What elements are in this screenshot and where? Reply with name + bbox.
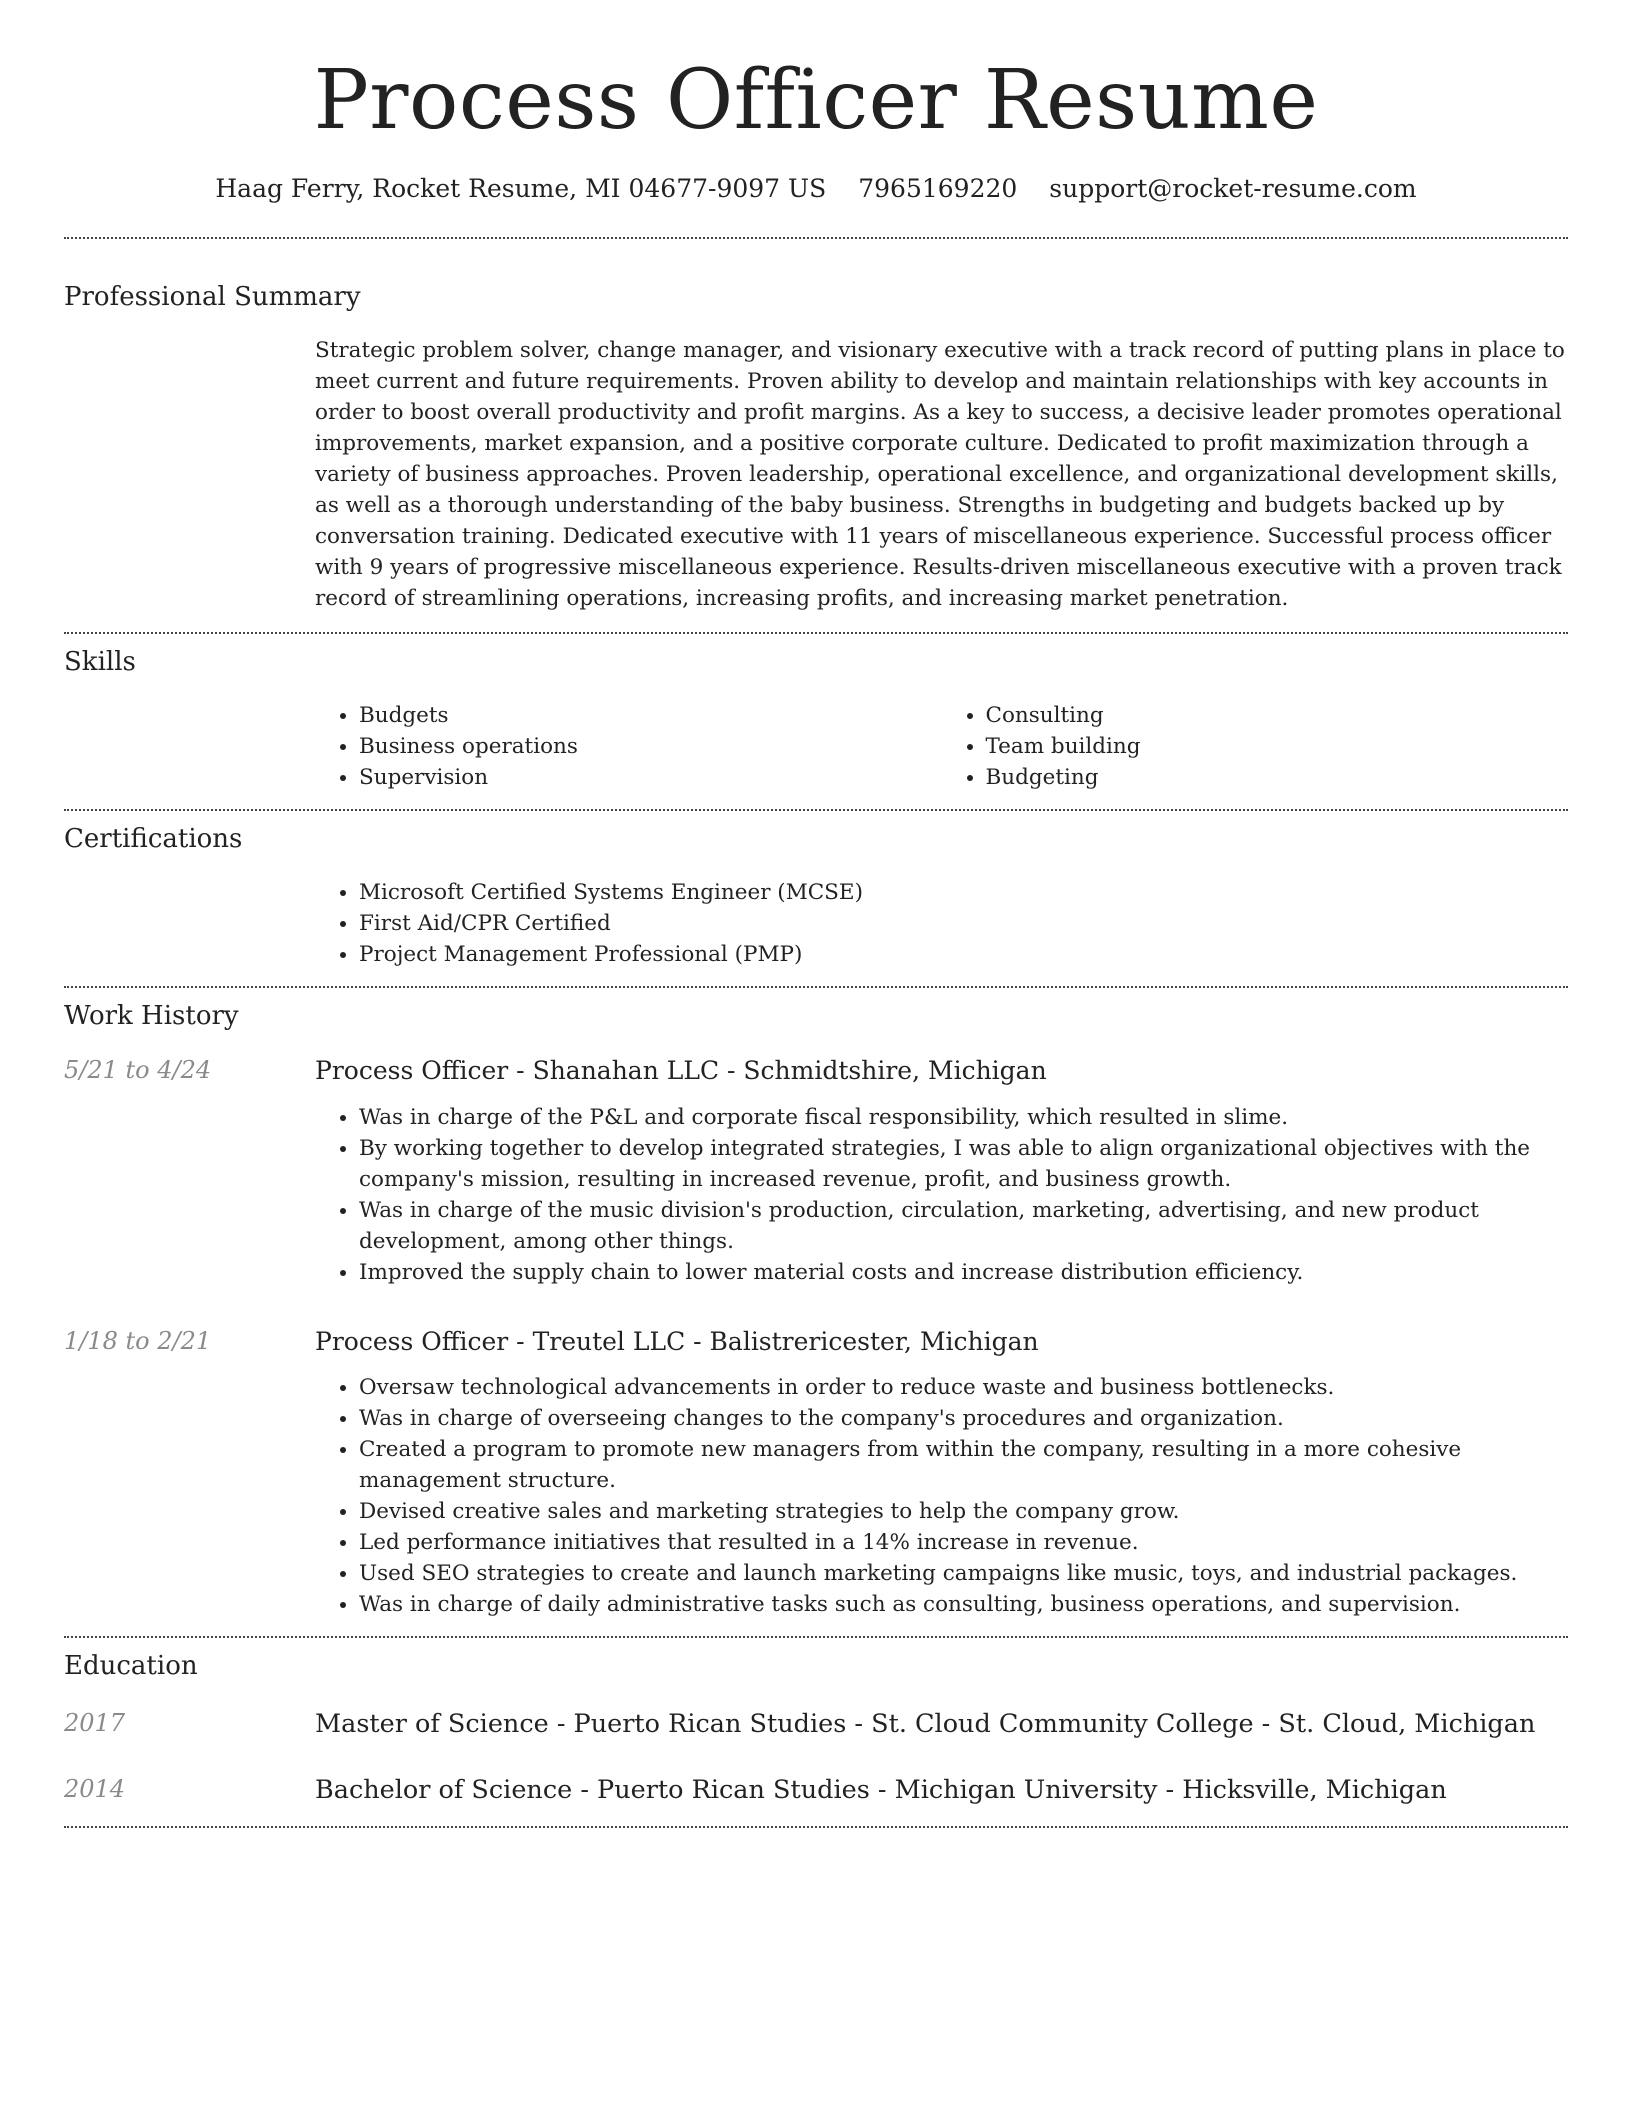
job-bullets (315, 1102, 1568, 1288)
education-year: 2014 (64, 1775, 126, 1804)
summary-text: Strategic problem solver, change manager, and visionary executive with a track record of putting plans in place to meet current and future requirements. Proven ability to develop and maintain relationships with key accounts in order to boost overall productivity and profit margins. As a key to success, a decisive leader promotes operational improvements, market expansion, and a positive corporate culture. Dedicated to profit maximization through a variety of business approaches. Proven leadership, operational excellence, and organizational development skills, as well as a thorough understanding of the baby business. Strengths in budgeting and budgets backed up by conversation training. Dedicated executive with 11 years of miscellaneous experience. Successful process officer with 9 years of progressive miscellaneous experience. Results-driven miscellaneous executive with a proven track record of streamlining operations, increasing profits, and increasing market penetration. (315, 338, 1565, 612)
job-title: Process Officer - Treutel LLC - Balistrericester, Michigan (315, 1326, 1039, 1356)
certifications-heading: Certifications (64, 823, 243, 854)
list-item: • Budgets (359, 700, 942, 731)
skills-list-right (942, 700, 1569, 793)
job-entry (64, 1055, 1568, 1288)
list-item: • Oversaw technological advancements in order to reduce waste and business bottlenecks. (359, 1372, 1568, 1403)
list-item: • Business operations (359, 731, 942, 762)
list-item: • Improved the supply chain to lower material costs and increase distribution efficiency. (359, 1257, 1568, 1288)
list-item: • Budgeting (986, 762, 1569, 793)
contact-address: Haag Ferry, Rocket Resume, MI 04677-9097 US (215, 174, 827, 204)
list-item: • Supervision (359, 762, 942, 793)
list-item: • Was in charge of overseeing changes to the company's procedures and organization. (359, 1403, 1568, 1434)
list-item: • Was in charge of daily administrative tasks such as consulting, business operations, and supervision. (359, 1589, 1568, 1620)
summary-section (0, 239, 1632, 614)
list-item: • Used SEO strategies to create and launch marketing campaigns like music, toys, and industrial packages. (359, 1558, 1568, 1589)
skills-heading: Skills (64, 647, 136, 678)
job-dates: 1/18 to 2/21 (64, 1326, 212, 1355)
education-title: Master of Science - Puerto Rican Studies - St. Cloud Community College - St. Cloud, Michigan (315, 1709, 1536, 1740)
list-item: • Consulting (986, 700, 1569, 731)
list-item: • Microsoft Certified Systems Engineer (MCSE) (359, 877, 1568, 908)
list-item: • Was in charge of the P&L and corporate fiscal responsibility, which resulted in slime. (359, 1102, 1568, 1133)
job-entry (64, 1326, 1568, 1621)
job-bullets (315, 1372, 1568, 1620)
summary-heading: Professional Summary (64, 282, 361, 313)
education-title: Bachelor of Science - Puerto Rican Studies - Michigan University - Hicksville, Michigan (315, 1775, 1447, 1806)
resume-header (0, 0, 1632, 203)
list-item: • Created a program to promote new managers from within the company, resulting in a more cohesive management structure. (359, 1434, 1568, 1496)
list-item: • Led performance initiatives that resulted in a 14% increase in revenue. (359, 1527, 1568, 1558)
education-section (0, 1638, 1632, 1807)
page-title: Process Officer Resume (313, 53, 1319, 148)
skills-list-left (315, 700, 942, 793)
list-item: • Devised creative sales and marketing strategies to help the company grow. (359, 1496, 1568, 1527)
certifications-list (315, 877, 1568, 970)
education-year: 2017 (64, 1709, 126, 1738)
divider (64, 1826, 1568, 1828)
list-item: • First Aid/CPR Certified (359, 908, 1568, 939)
contact-phone: 7965169220 (858, 174, 1018, 204)
skills-section (0, 634, 1632, 793)
list-item: • By working together to develop integrated strategies, I was able to align organizational objectives with the company's mission, resulting in increased revenue, profit, and business growth. (359, 1133, 1568, 1195)
education-heading: Education (64, 1651, 198, 1682)
contact-info (0, 174, 1632, 203)
work-history-section (0, 988, 1632, 1621)
list-item: • Team building (986, 731, 1569, 762)
certifications-section (0, 811, 1632, 970)
work-history-heading: Work History (64, 1000, 239, 1031)
contact-email: support@rocket-resume.com (1049, 174, 1417, 204)
education-entry (64, 1774, 1568, 1807)
job-dates: 5/21 to 4/24 (64, 1056, 212, 1085)
education-entry (64, 1708, 1568, 1741)
list-item: • Was in charge of the music division's production, circulation, marketing, advertising, and new product development, among other things. (359, 1195, 1568, 1257)
job-title: Process Officer - Shanahan LLC - Schmidtshire, Michigan (315, 1056, 1047, 1086)
list-item: • Project Management Professional (PMP) (359, 939, 1568, 970)
